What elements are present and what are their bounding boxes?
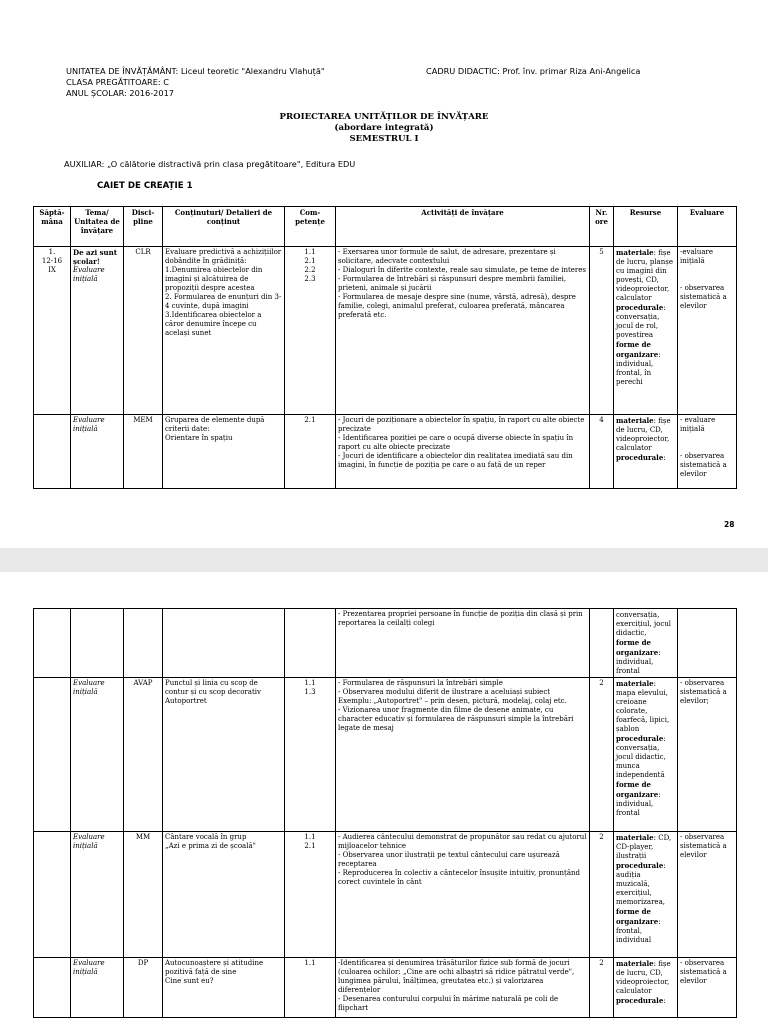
auxiliar-line: AUXILIAR: „O călătorie distractivă prin clasa pregătitoare", Editura EDU [64,159,356,169]
resource-text: : conversația, jocul de rol, povestirea [616,304,666,339]
evaluation-cell [678,678,737,832]
activities-cell [336,832,590,958]
week-cell [34,247,71,415]
table-header-row [34,207,737,247]
hours-value: 2 [599,833,604,841]
competencies-value: 1.1 2.1 2.2 2.3 [304,248,316,283]
doc-subtitle: (abordare integrată) [334,123,434,133]
resource-label: materiale [616,959,654,968]
theme-evaluation: Evaluare inițială [73,959,105,976]
resource-text: : fișe de lucru, CD, videoproiector, calculator [616,417,671,452]
hours-cell [590,678,614,832]
content-cell [163,832,285,958]
resource-label: procedurale [616,734,664,743]
school-year: ANUL ȘCOLAR: 2016-2017 [66,88,175,98]
doc-title: PROIECTAREA UNITĂȚILOR DE ÎNVĂȚARE [279,112,489,122]
resource-entry [616,907,675,945]
column-header: Săptă-mâna [34,207,71,247]
activities-value: - Formularea de răspunsuri la întrebări simple - Observarea modului diferit de ilustrare a aceluiași subiect Exemplu: „Autoportret" – prin desen, pictură, modelaj, colaj etc. - Vizionarea unor fragmente din filme de desene animate, cu character educativ și formularea de răspunsuri simple la întrebări legate de mesaj [338,679,574,732]
theme-cell [71,678,124,832]
competencies-cell [285,832,336,958]
table-row [34,958,737,1018]
column-header: Tema/ Unitatea de învățare [71,207,124,247]
plan-table-page-2 [33,608,737,1018]
activities-cell [336,415,590,489]
evaluation-value: - observarea sistematică a elevilor [680,959,727,985]
hours-cell [590,958,614,1018]
hours-cell [590,832,614,958]
discipline-cell [124,958,163,1018]
resource-label: materiale [616,416,654,425]
resources-cell [614,609,678,678]
column-header: Nr. ore [590,207,614,247]
table-row [34,247,737,415]
competencies-value: 2.1 [304,416,316,424]
week-cell [34,678,71,832]
content-cell [163,958,285,1018]
theme-cell [71,609,124,678]
resources-cell [614,678,678,832]
resource-label: materiale [616,833,654,842]
theme-evaluation: Evaluare inițială [73,833,105,850]
resource-text: : individual, frontal [616,791,661,817]
class-name: CLASA PREGĂTITOARE: C [66,77,169,87]
discipline-value: MEM [133,416,153,424]
school-name: UNITATEA DE ÎNVĂȚĂMÂNT: Liceul teoretic "Alexandru Vlahuță" [66,66,325,76]
resource-text: : mapa elevului, creioane colorate, foarfecă, lipici, șablon [616,680,670,733]
activities-value: -Identificarea și denumirea trăsăturilor fizice sub formă de jocuri (culoarea ochilor: „Cine are ochi albaștri să ridice pătratul verde", lungimea părului, înălțimea, greutatea etc.) și valorizarea diferențelor - Desenarea conturului corpului în mărime naturală pe coli de flipchart [338,959,575,1012]
caiet-title: CAIET DE CREAȚIE 1 [97,181,193,191]
discipline-value: AVAP [133,679,153,687]
resource-text: : CD, CD-player, ilustrații [616,834,672,860]
activities-value: - Prezentarea propriei persoane în funcție de poziția din clasă și prin reportarea la ceilalți colegi [338,610,583,627]
competencies-value: 1.1 1.3 [304,679,316,696]
discipline-cell [124,832,163,958]
teacher-name: CADRU DIDACTIC: Prof. înv. primar Riza Ani-Angelica [426,66,641,76]
evaluation-value: -evaluare inițială - observarea sistematică a elevilor [680,248,727,310]
resource-text: : fișe de lucru, planșe cu imagini din povești, CD, videoproiector, calculator [616,249,673,302]
content-value: Cântare vocală în grup „Azi e prima zi de școală" [165,833,256,850]
resource-entry [616,248,675,303]
resource-entry [616,996,675,1006]
theme-evaluation: Evaluare inițială [73,679,105,696]
table-row [34,415,737,489]
week-value: 1. 12-16 IX [41,248,63,274]
column-header: Activități de învățare [336,207,590,247]
resources-cell [614,832,678,958]
table-row [34,832,737,958]
resource-entry [616,734,675,780]
hours-value: 5 [599,248,604,256]
competencies-cell [285,678,336,832]
resource-label: procedurale [616,303,664,312]
resource-entry [616,610,675,638]
resource-label: materiale [616,679,654,688]
discipline-cell [124,247,163,415]
plan-table-page-1 [33,206,737,489]
content-cell [163,415,285,489]
content-cell [163,678,285,832]
resource-label: forme de organizare [616,907,659,926]
page-number: 28 [724,520,735,529]
activities-cell [336,247,590,415]
resource-label: forme de organizare [616,780,659,799]
resource-entry [616,638,675,676]
theme-cell [71,832,124,958]
hours-cell [590,415,614,489]
discipline-value: DP [137,959,149,967]
activities-value: - Exersarea unor formule de salut, de adresare, prezentare și solicitare, adecvate contextului - Dialoguri în diferite contexte, reale sau simulate, pe teme de interes - Formularea de întrebări și răspunsuri despre membrii familiei, prieteni, animale și jucării - Formularea de mesaje despre sine (nume, vârstă, adresă), despre familie, colegi, animalul preferat, culoarea preferată, mâncarea preferată etc. [338,248,587,319]
theme-cell [71,415,124,489]
resource-entry [616,861,675,907]
resource-entry [616,453,675,463]
hours-value: 4 [599,416,604,424]
resource-label: procedurale [616,861,664,870]
discipline-value: CLR [135,248,151,256]
evaluation-cell [678,415,737,489]
resource-text: : [663,454,666,462]
resources-cell [614,247,678,415]
discipline-value: MM [135,833,151,841]
activities-value: - Audierea cântecului demonstrat de propunător sau redat cu ajutorul mijloacelor tehnice - Observarea unor ilustrații pe textul cântecului care ușurează receptarea - Reproducerea în colectiv a cântecelor însușite intuitiv, pronunțând corect cuvintele în cânt [338,833,587,886]
activities-cell [336,678,590,832]
resource-text: : individual, frontal, în perechi [616,351,661,386]
theme-cell [71,958,124,1018]
resource-label: forme de organizare [616,638,659,657]
column-header: Conținuturi/ Detalieri de conținut [163,207,285,247]
competencies-cell [285,958,336,1018]
resource-label: procedurale [616,996,664,1005]
content-value: Gruparea de elemente după criterii date: Orientare în spațiu [165,416,265,442]
evaluation-value: - observarea sistematică a elevilor; [680,679,727,705]
evaluation-cell [678,958,737,1018]
evaluation-value: - evaluare inițială - observarea sistematică a elevilor [680,416,727,478]
resource-text: conversația, exercițiul, jocul didactic, [616,611,672,637]
activities-cell [336,609,590,678]
resource-text: : fișe de lucru, CD, videoproiector, calculator [616,960,671,995]
competencies-cell [285,247,336,415]
resource-label: materiale [616,248,654,257]
competencies-cell [285,609,336,678]
column-header: Disci-pline [124,207,163,247]
hours-value: 2 [599,959,604,967]
resource-entry [616,416,675,453]
resource-text: : individual, frontal [616,649,661,675]
content-value: Autocunoaștere și atitudine pozitivă față de sine Cine sunt eu? [165,959,264,985]
content-cell [163,247,285,415]
doc-semester: SEMESTRUL I [349,134,419,144]
discipline-cell [124,609,163,678]
column-header: Com-petențe [285,207,336,247]
document-page-2 [0,572,768,1024]
evaluation-cell [678,247,737,415]
evaluation-value: - observarea sistematică a elevilor [680,833,727,859]
hours-cell [590,609,614,678]
discipline-cell [124,415,163,489]
resource-label: forme de organizare [616,340,659,359]
resource-entry [616,340,675,387]
column-header: Evaluare [678,207,737,247]
theme-evaluation: Evaluare inițială [73,416,105,433]
table-row [34,678,737,832]
hours-cell [590,247,614,415]
content-value: Evaluare predictivă a achizițiilor dobândite în grădiniță: 1.Denumirea obiectelor din imagini și alcătuirea de propoziții despre acestea 2. Formularea de enunțuri din 3-4 cuvinte, după imagini 3.Identificarea obiectelor a căror denumire începe cu același sunet [165,248,282,337]
resources-cell [614,415,678,489]
resource-entry [616,303,675,340]
discipline-cell [124,678,163,832]
week-cell [34,832,71,958]
evaluation-cell [678,609,737,678]
column-header: Resurse [614,207,678,247]
resource-entry [616,959,675,996]
resource-text: : conversația, jocul didactic, munca independentă [616,735,666,779]
activities-value: - Jocuri de poziționare a obiectelor în spațiu, în raport cu alte obiecte precizate - Identificarea poziției pe care o ocupă diverse obiecte în spațiu în raport cu alte obiecte precizate - Jocuri de identificare a obiectelor din realitatea imediată sau din imagini, în funcție de poziția pe care o au față de un reper [338,416,585,469]
table-row [34,609,737,678]
resource-text: : audiția muzicală, exercițiul, memorizarea, [616,862,666,906]
hours-value: 2 [599,679,604,687]
competencies-value: 1.1 2.1 [304,833,316,850]
resource-entry [616,780,675,818]
week-cell [34,958,71,1018]
evaluation-cell [678,832,737,958]
resource-label: procedurale [616,453,664,462]
content-value: Punctul și linia cu scop de contur și cu scop decorativ Autoportret [165,679,261,705]
theme-cell [71,247,124,415]
competencies-value: 1.1 [304,959,316,967]
theme-title: De azi sunt școlar! [73,248,117,266]
theme-evaluation: Evaluare inițială [73,266,105,283]
week-cell [34,609,71,678]
week-cell [34,415,71,489]
activities-cell [336,958,590,1018]
resources-cell [614,958,678,1018]
resource-entry [616,679,675,734]
resource-text: : frontal, individual [616,918,661,944]
resource-entry [616,833,675,861]
resource-text: : [663,997,666,1005]
competencies-cell [285,415,336,489]
content-cell [163,609,285,678]
